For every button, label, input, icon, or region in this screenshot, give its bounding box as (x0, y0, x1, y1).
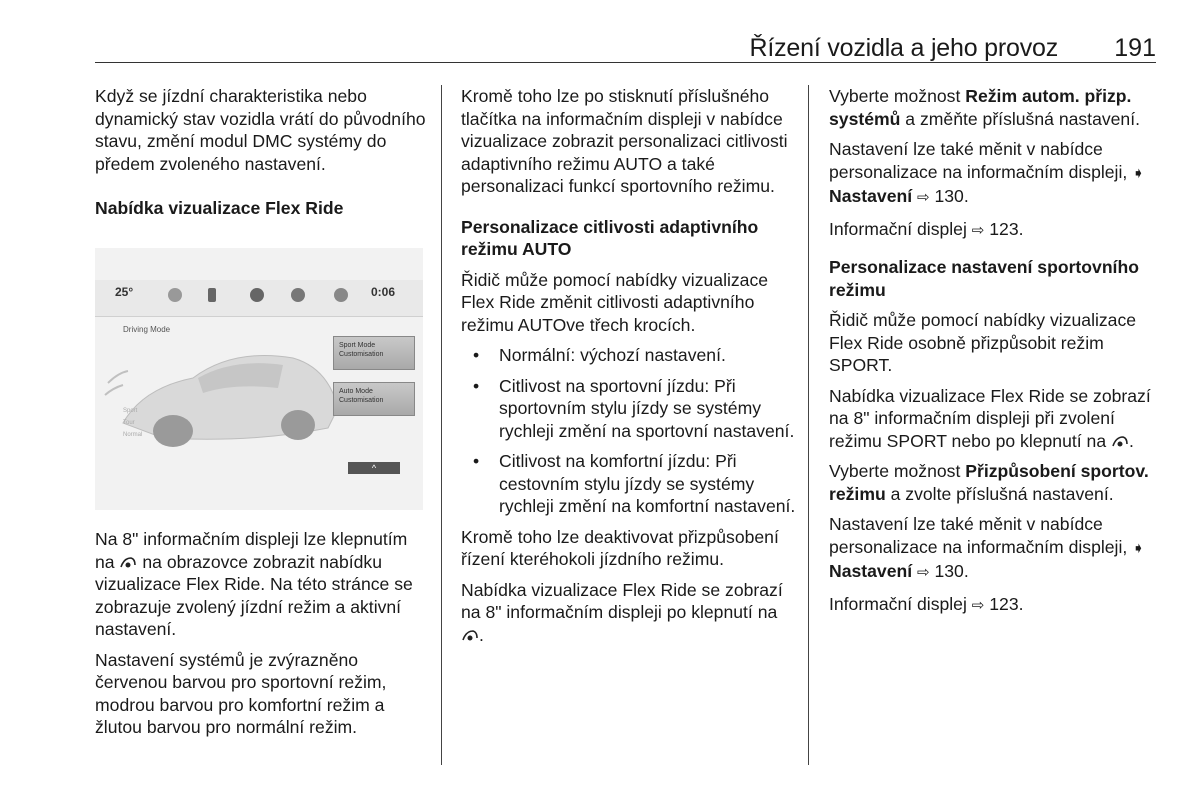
arrow-icon: ➧ (1132, 164, 1145, 182)
column-3 (829, 85, 1164, 625)
auto-mode-customisation-button[interactable]: Auto Mode Customisation (333, 382, 415, 416)
bullet-icon: • (473, 345, 480, 365)
music-icon (168, 288, 182, 302)
bullet-icon: • (473, 375, 480, 396)
paragraph (829, 218, 1164, 243)
paragraph (829, 85, 1164, 130)
mode-list-item: Tour (123, 420, 135, 426)
paragraph: Řidič může pomocí nabídky vizualizace Flex Ride změnit citlivosti adaptivního režimu AUTOve třech krocích. (461, 269, 769, 335)
page-reference-icon: ⇨ (971, 221, 985, 239)
list-item (461, 450, 796, 518)
menu-option-label: Přizpůsobení sportov. režimu (829, 461, 1149, 504)
text-span: Vyberte možnost (829, 461, 961, 481)
list-item (461, 375, 796, 443)
text-span: Nastavení lze také měnit v nabídce personalizace na informačním displeji, (829, 514, 1128, 557)
paragraph: Nastavení systémů je zvýrazněno červenou barvou pro sportovní režim, modrou barvou pro komfortní režim a žlutou barvou pro normální režim. (95, 649, 387, 737)
page-reference-icon: ⇨ (917, 189, 930, 206)
screen-temperature: 25° (115, 285, 134, 299)
bullet-list (461, 344, 796, 518)
column-2 (461, 85, 796, 654)
arrow-icon: ➧ (1132, 539, 1145, 557)
screen-mode-label: Driving Mode (123, 325, 171, 334)
menu-option-label: Režim autom. přizp. systémů (829, 86, 1132, 129)
mode-list-item: Normal (123, 432, 143, 438)
text-span: . (479, 624, 484, 645)
text-span: a změňte příslušná nastavení. (905, 108, 1140, 129)
column-divider (808, 85, 809, 765)
chapter-title: Řízení vozidla a jeho provoz (749, 34, 1058, 62)
scroll-up-button[interactable]: ^ (348, 462, 400, 474)
text-span: Na 8" informačním displeji lze klepnutím na (95, 529, 408, 572)
text-span: Nabídka vizualizace Flex Ride se zobrazí na 8" informačním displeji po klepnutí na (461, 579, 783, 622)
mode-list-item: Sport (123, 408, 138, 414)
sport-mode-customisation-button[interactable]: Sport Mode Customisation (333, 336, 415, 370)
text-span: Vyberte možnost (829, 86, 961, 106)
header-divider (95, 62, 1156, 63)
drive-mode-icon (334, 288, 348, 302)
menu-option-label: Nastavení (829, 186, 913, 206)
flex-ride-icon (1111, 434, 1129, 448)
section-heading: Personalizace nastavení sportovního režimu (829, 257, 1139, 300)
list-item (461, 344, 796, 367)
navigation-icon (250, 288, 264, 302)
column-1-lower (95, 528, 430, 747)
paragraph (829, 460, 1164, 505)
paragraph (95, 528, 430, 641)
flex-ride-icon (461, 628, 479, 642)
paragraph: Kromě toho lze deaktivovat přizpůsobení řízení kteréhokoli jízdního režimu. (461, 526, 779, 569)
bullet-icon: • (473, 451, 480, 471)
text-span: Informační displej (829, 218, 967, 239)
page-reference-icon: ⇨ (971, 596, 985, 614)
text-span: a zvolte příslušná nastavení. (890, 483, 1114, 504)
screen-time: 0:06 (371, 285, 396, 299)
text-span: Nastavení lze také měnit v nabídce personalizace na informačním displeji, (829, 139, 1128, 182)
paragraph (829, 513, 1164, 585)
list-item-text: Normální: výchozí nastavení. (499, 345, 726, 365)
section-heading: Nabídka vizualizace Flex Ride (95, 198, 344, 218)
text-span: na obrazovce zobrazit nabídku vizualizace Flex Ride. Na této stránce se zobrazuje zvolený jízdní režim a aktivní nastavení. (95, 551, 413, 639)
paragraph (461, 579, 796, 647)
paragraph: Když se jízdní charakteristika nebo dynamický stav vozidla vrátí do původního stavu, změní modul DMC systémy do předem zvoleného nastavení. (95, 86, 426, 174)
list-item-text: Citlivost na komfortní jízdu: Při cestovním stylu jízdy se systémy rychleji změní na komfortní nastavení. (499, 451, 796, 516)
menu-option-label: Nastavení (829, 561, 913, 581)
flex-ride-screen-image (95, 248, 423, 510)
column-divider (441, 85, 442, 765)
page-reference[interactable]: 123. (989, 593, 1024, 614)
text-span: Nabídka vizualizace Flex Ride se zobrazí na 8" informačním displeji při zvolení režimu SPORT nebo po klepnutí na (829, 385, 1151, 451)
flex-ride-icon (119, 555, 137, 569)
page-reference[interactable]: 130. (934, 561, 969, 581)
phone-icon (208, 288, 216, 302)
paragraph (829, 593, 1164, 618)
settings-icon (291, 288, 305, 302)
page-reference-icon: ⇨ (917, 564, 930, 581)
section-heading: Personalizace citlivosti adaptivního režimu AUTO (461, 216, 759, 259)
column-1 (95, 85, 430, 228)
paragraph (829, 138, 1164, 210)
page-reference[interactable]: 130. (934, 186, 969, 206)
page-number: 191 (1114, 34, 1156, 62)
paragraph: Kromě toho lze po stisknutí příslušného tlačítka na informačním displeji v nabídce vizualizace zobrazit personalizaci citlivosti adaptivního režimu AUTO a také personalizaci funkcí sportovního režimu. (461, 86, 788, 196)
paragraph (829, 385, 1164, 453)
list-item-text: Citlivost na sportovní jízdu: Při sportovním stylu jízdy se systémy rychleji změní na sportovní nastavení. (499, 375, 795, 441)
page-reference[interactable]: 123. (989, 218, 1024, 239)
text-span: Informační displej (829, 593, 967, 614)
text-span: . (1129, 430, 1134, 451)
paragraph: Řidič může pomocí nabídky vizualizace Flex Ride osobně přizpůsobit režim SPORT. (829, 310, 1137, 375)
